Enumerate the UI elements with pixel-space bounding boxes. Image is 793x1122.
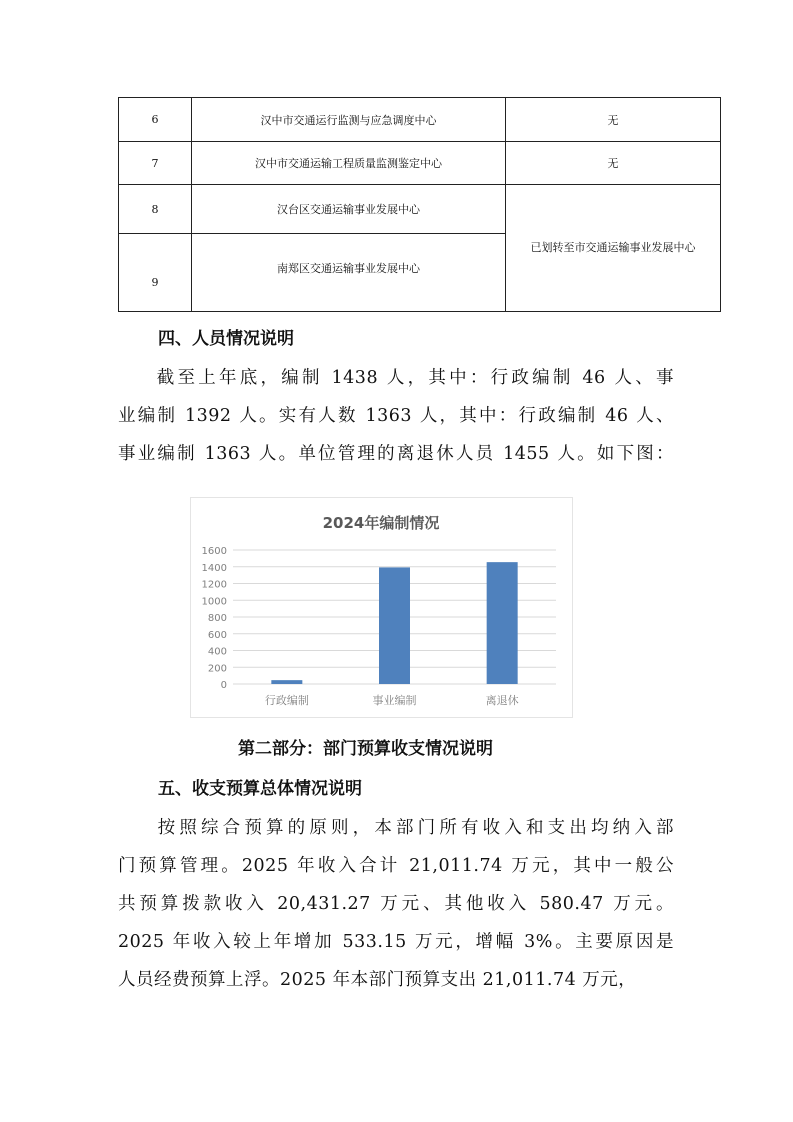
section5-heading: 五、收支预算总体情况说明 (158, 779, 362, 799)
para-line: 门预算管理。2025 年收入合计 21,011.74 万元，其中一般公 (118, 856, 674, 876)
para-line: 人员经费预算上浮。2025 年本部门预算支出 21,011.74 万元， (118, 970, 637, 990)
unit-name: 南郑区交通运输事业发展中心 (192, 234, 506, 312)
y-tick-label: 200 (207, 663, 227, 675)
para-line: 共预算拨款收入 20,431.27 万元、其他收入 580.47 万元。 (118, 894, 674, 914)
part2-heading: 第二部分：部门预算收支情况说明 (238, 739, 493, 759)
row-number: 7 (119, 142, 192, 185)
x-tick-label: 事业编制 (372, 694, 417, 707)
bar (487, 562, 518, 684)
y-tick-label: 800 (207, 613, 227, 624)
x-tick-label: 行政编制 (264, 694, 309, 707)
row-number: 6 (119, 98, 192, 142)
x-tick-label: 离退休 (485, 694, 519, 707)
table-row (119, 185, 721, 234)
unit-name: 汉中市交通运行监测与应急调度中心 (192, 98, 506, 142)
bar (271, 680, 302, 684)
y-tick-label: 1000 (201, 596, 227, 608)
unit-note: 无 (506, 98, 721, 142)
para-line: 事业编制 1363 人。单位管理的离退休人员 1455 人。如下图： (118, 444, 674, 464)
unit-note: 无 (506, 142, 721, 185)
y-tick-label: 400 (207, 646, 227, 658)
para-line: 2025 年收入较上年增加 533.15 万元，增幅 3%。主要原因是 (118, 932, 674, 952)
para-line: 截至上年底，编制 1438 人，其中：行政编制 46 人、事 (154, 368, 674, 388)
table-row (119, 142, 721, 185)
table-row (119, 98, 721, 142)
section4-heading: 四、人员情况说明 (158, 329, 294, 349)
unit-note-merged: 已划转至市交通运输事业发展中心 (506, 185, 721, 312)
y-tick-label: 1400 (201, 562, 227, 574)
para-line: 按照综合预算的原则，本部门所有收入和支出均纳入部 (154, 818, 674, 838)
row-number: 8 (119, 185, 192, 234)
chart-title: 2024年编制情况 (322, 514, 440, 532)
section4-paragraph (118, 359, 674, 473)
chart-canvas (191, 498, 572, 717)
para-line: 业编制 1392 人。实有人数 1363 人，其中：行政编制 46 人、 (118, 406, 674, 426)
staffing-chart (190, 497, 573, 718)
row-number: 9 (119, 234, 192, 312)
bar (379, 567, 410, 684)
y-tick-label: 0 (220, 680, 227, 691)
unit-name: 汉中市交通运输工程质量监测鉴定中心 (192, 142, 506, 185)
section5-paragraph (118, 809, 674, 999)
unit-table (118, 97, 721, 312)
chart-bars (271, 562, 517, 684)
chart-x-labels (265, 693, 519, 707)
y-tick-label: 600 (207, 629, 227, 641)
unit-name: 汉台区交通运输事业发展中心 (192, 185, 506, 234)
y-tick-label: 1600 (201, 546, 227, 557)
y-tick-label: 1200 (201, 579, 227, 591)
